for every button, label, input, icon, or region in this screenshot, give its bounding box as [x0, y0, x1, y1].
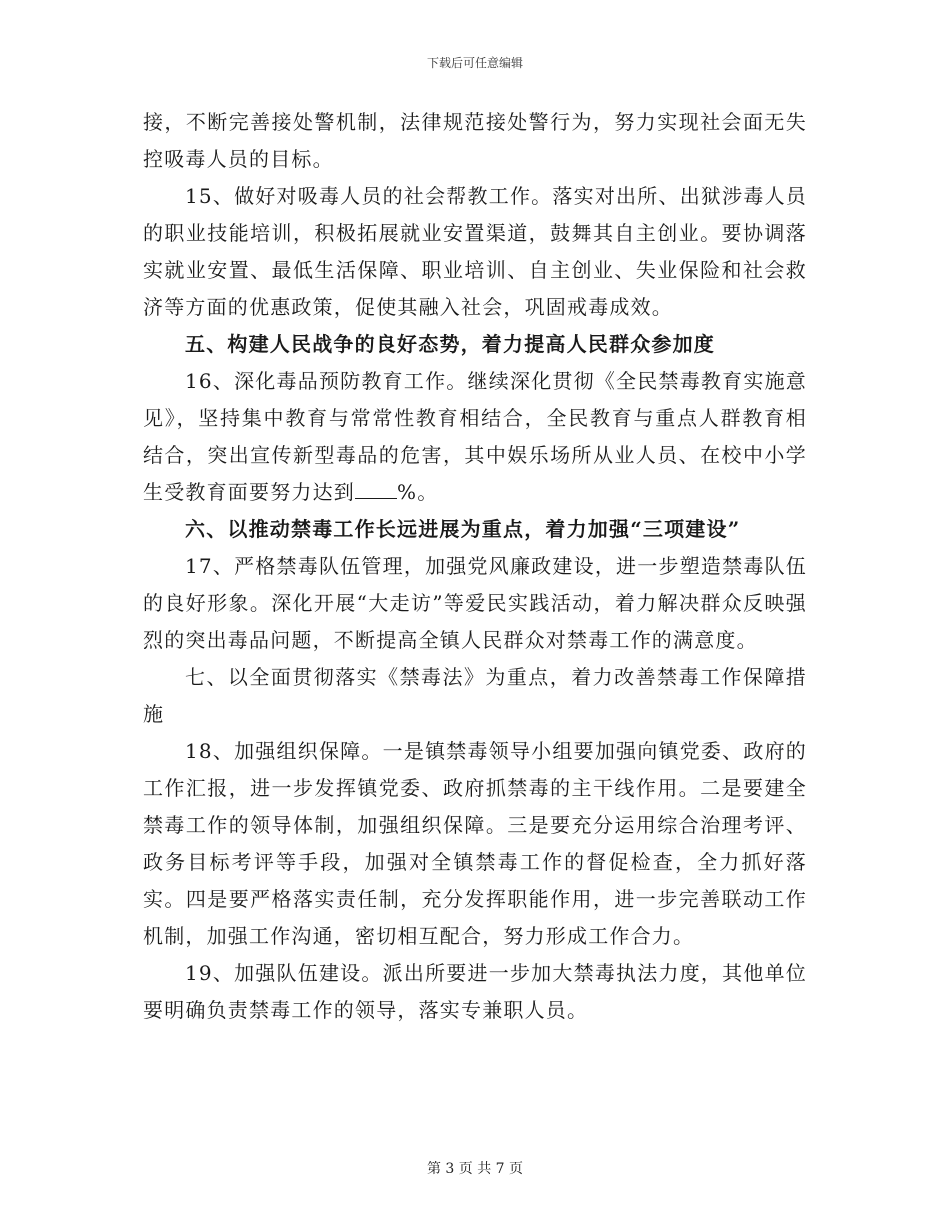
page-header-note: 下载后可任意编辑 — [426, 56, 523, 70]
section-heading-6: 六、以推动禁毒工作长远进展为重点，着力加强“三项建设” — [185, 517, 741, 541]
paragraph-item-15: 15、做好对吸毒人员的社会帮教工作。落实对出所、出狱涉毒人员的职业技能培训，积极拓展就业安置渠道，鼓舞其自主创业。要协调落实就业安置、最低生活保障、职业培训、自主创业、失业保险和社会救济等方面的优惠政策，促使其融入社会，巩固戒毒成效。 — [143, 184, 807, 319]
paragraph-item-16-text: 16、深化毒品预防教育工作。继续深化贯彻《全民禁毒教育实施意见》，坚持集中教育与常常性教育相结合，全民教育与重点人群教育相结合，突出宣传新型毒品的危害，其中娱乐场所从业人员、在校中小学生受教育面要努力达到 — [143, 369, 807, 504]
paragraph-continuation: 接，不断完善接处警机制，法律规范接处警行为，努力实现社会面无失控吸毒人员的目标。 — [143, 110, 807, 171]
document-body — [143, 104, 807, 1029]
paragraph-item-16-suffix: %。 — [397, 480, 439, 504]
section-heading-7: 七、以全面贯彻落实《禁毒法》为重点，着力改善禁毒工作保障措施 — [143, 665, 807, 726]
paragraph-item-16 — [143, 363, 807, 511]
paragraph-item-19: 19、加强队伍建设。派出所要进一步加大禁毒执法力度，其他单位要明确负责禁毒工作的领导，落实专兼职人员。 — [143, 961, 807, 1022]
paragraph-item-18: 18、加强组织保障。一是镇禁毒领导小组要加强向镇党委、政府的工作汇报，进一步发挥镇党委、政府抓禁毒的主干线作用。二是要建全禁毒工作的领导体制，加强组织保障。三是要充分运用综合治理考评、政务目标考评等手段，加强对全镇禁毒工作的督促检查，全力抓好落实。四是要严格落实责任制，充分发挥职能作用，进一步完善联动工作机制，加强工作沟通，密切相互配合，努力形成工作合力。 — [143, 739, 807, 948]
section-heading-5: 五、构建人民战争的良好态势，着力提高人民群众参加度 — [185, 332, 715, 356]
page-number: 第 3 页 共 7 页 — [426, 1161, 524, 1177]
paragraph-item-17: 17、严格禁毒队伍管理，加强党风廉政建设，进一步塑造禁毒队伍的良好形象。深化开展“大走访”等爱民实践活动，着力解决群众反映强烈的突出毒品问题，不断提高全镇人民群众对禁毒工作的满意度。 — [143, 554, 807, 652]
fill-in-blank — [355, 480, 397, 499]
